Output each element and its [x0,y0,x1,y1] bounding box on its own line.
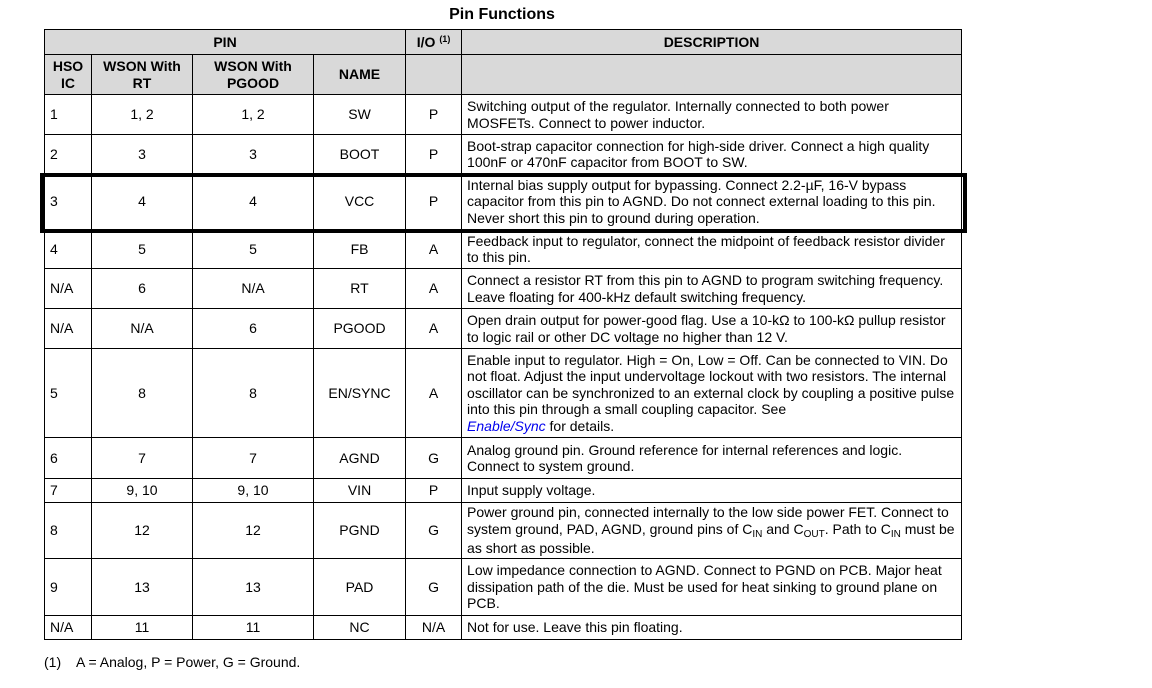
footnote-marker: (1) [44,654,62,670]
cell-hsoic: 5 [45,349,92,438]
cell-io: P [406,95,462,135]
cell-wson-rt: 6 [92,269,193,309]
cell-name: NC [314,616,406,640]
cell-io: A [406,349,462,438]
cell-description: Connect a resistor RT from this pin to AGND to program switching frequency. Leave floating for 400-kHz default switching frequency. [462,269,962,309]
cell-wson-pgood: 7 [193,438,314,479]
table-row [45,559,962,616]
header-io [406,30,462,55]
pin-functions-table [44,29,962,640]
cell-io: A [406,269,462,309]
cell-description: Input supply voltage. [462,479,962,503]
cell-name: AGND [314,438,406,479]
table-title: Pin Functions [449,6,555,23]
cell-name: BOOT [314,135,406,174]
header-name: NAME [314,55,406,95]
cell-hsoic: 4 [45,230,92,269]
cell-io: P [406,479,462,503]
cell-wson-pgood: 9, 10 [193,479,314,503]
table-row [45,479,962,503]
table-row [45,349,962,438]
table-row [45,309,962,349]
cell-wson-pgood: 4 [193,174,314,230]
cell-wson-pgood: 5 [193,230,314,269]
cell-name: EN/SYNC [314,349,406,438]
cell-name: PGOOD [314,309,406,349]
table-row [45,438,962,479]
cell-description: Low impedance connection to AGND. Connect to PGND on PCB. Major heat dissipation path of the die. Must be used for heat sinking to ground plane on PCB. [462,559,962,616]
cell-io: N/A [406,616,462,640]
cell-wson-rt: 7 [92,438,193,479]
cell-description: Switching output of the regulator. Internally connected to both power MOSFETs. Connect to power inductor. [462,95,962,135]
cell-wson-pgood: 1, 2 [193,95,314,135]
cell-hsoic: N/A [45,616,92,640]
cell-name: VCC [314,174,406,230]
cell-name: RT [314,269,406,309]
cell-hsoic: N/A [45,269,92,309]
cell-description: Feedback input to regulator, connect the midpoint of feedback resistor divider to this pin. [462,230,962,269]
header-hsoic: HSO IC [45,55,92,95]
cell-wson-rt: 13 [92,559,193,616]
subscript-in: IN [890,528,901,540]
header-wson-pgood: WSON With PGOOD [193,55,314,95]
cell-name: SW [314,95,406,135]
table-row [45,503,962,559]
cell-hsoic: 1 [45,95,92,135]
description-text: and C [762,520,804,537]
cell-description: Not for use. Leave this pin floating. [462,616,962,640]
cell-description: Boot-strap capacitor connection for high-side driver. Connect a high quality 100nF or 470nF capacitor from BOOT to SW. [462,135,962,174]
header-description: DESCRIPTION [462,30,962,55]
description-text: must be as short as possible. [467,520,955,557]
header-io-footnote-ref: (1) [439,33,451,44]
cell-wson-pgood: 11 [193,616,314,640]
cell-wson-rt: 3 [92,135,193,174]
cell-hsoic: 9 [45,559,92,616]
table-row [45,95,962,135]
cell-io: A [406,309,462,349]
cell-hsoic: 6 [45,438,92,479]
table-row [45,230,962,269]
cell-wson-rt: 9, 10 [92,479,193,503]
cell-description: Internal bias supply output for bypassing. Connect 2.2-µF, 16-V bypass capacitor from this pin to AGND. Do not connect external loading to this pin. Never short this pin to ground during operation. [462,174,962,230]
header-description-empty [462,55,962,95]
cell-wson-rt: 1, 2 [92,95,193,135]
cell-io: G [406,559,462,616]
cell-hsoic: N/A [45,309,92,349]
header-io-empty [406,55,462,95]
cell-io: G [406,438,462,479]
table-row-highlighted [45,174,962,230]
cell-wson-rt: 12 [92,503,193,559]
cell-wson-pgood: 12 [193,503,314,559]
cell-wson-pgood: 13 [193,559,314,616]
cell-name: FB [314,230,406,269]
header-pin-group: PIN [45,30,406,55]
subscript-in: IN [752,528,763,540]
cell-name: PGND [314,503,406,559]
cell-wson-pgood: 3 [193,135,314,174]
cell-wson-pgood: N/A [193,269,314,309]
cell-wson-rt: 11 [92,616,193,640]
cell-hsoic: 2 [45,135,92,174]
cell-name: VIN [314,479,406,503]
table-row [45,616,962,640]
footnote-text: A = Analog, P = Power, G = Ground. [76,654,301,670]
cell-io: G [406,503,462,559]
cell-wson-rt: 5 [92,230,193,269]
cell-hsoic: 8 [45,503,92,559]
header-io-label: I/O [416,33,436,50]
cell-wson-rt: 8 [92,349,193,438]
description-text: Enable input to regulator. High = On, Low = Off. Can be connected to VIN. Do not float. Adjust the input undervoltage lockout with two resistors. The internal oscillator can be synchronized to an external clock by coupling a positive pulse into this pin through a small coupling capacitor. See [467,351,955,418]
cell-io: P [406,174,462,230]
cell-hsoic: 7 [45,479,92,503]
header-wson-rt: WSON With RT [92,55,193,95]
cell-description: Open drain output for power-good flag. Use a 10-kΩ to 100-kΩ pullup resistor to logic rail or other DC voltage no higher than 12 V. [462,309,962,349]
table-row [45,135,962,174]
table-row [45,269,962,309]
cell-name: PAD [314,559,406,616]
cell-description [462,503,962,559]
cell-description: Analog ground pin. Ground reference for internal references and logic. Connect to system ground. [462,438,962,479]
cell-wson-pgood: 8 [193,349,314,438]
cell-io: P [406,135,462,174]
cell-description [462,349,962,438]
description-text: Power ground pin, connected internally to the low side power FET. Connect to system ground, PAD, AGND, ground pins of C [467,504,949,537]
cell-io: A [406,230,462,269]
subscript-out: OUT [803,528,825,540]
cell-hsoic: 3 [45,174,92,230]
description-tail: for details. [549,417,615,434]
cell-wson-pgood: 6 [193,309,314,349]
description-text: . Path to C [824,520,891,537]
cell-wson-rt: 4 [92,174,193,230]
cell-wson-rt: N/A [92,309,193,349]
enable-sync-link[interactable]: Enable/Sync [467,417,546,434]
footnote [44,654,300,670]
